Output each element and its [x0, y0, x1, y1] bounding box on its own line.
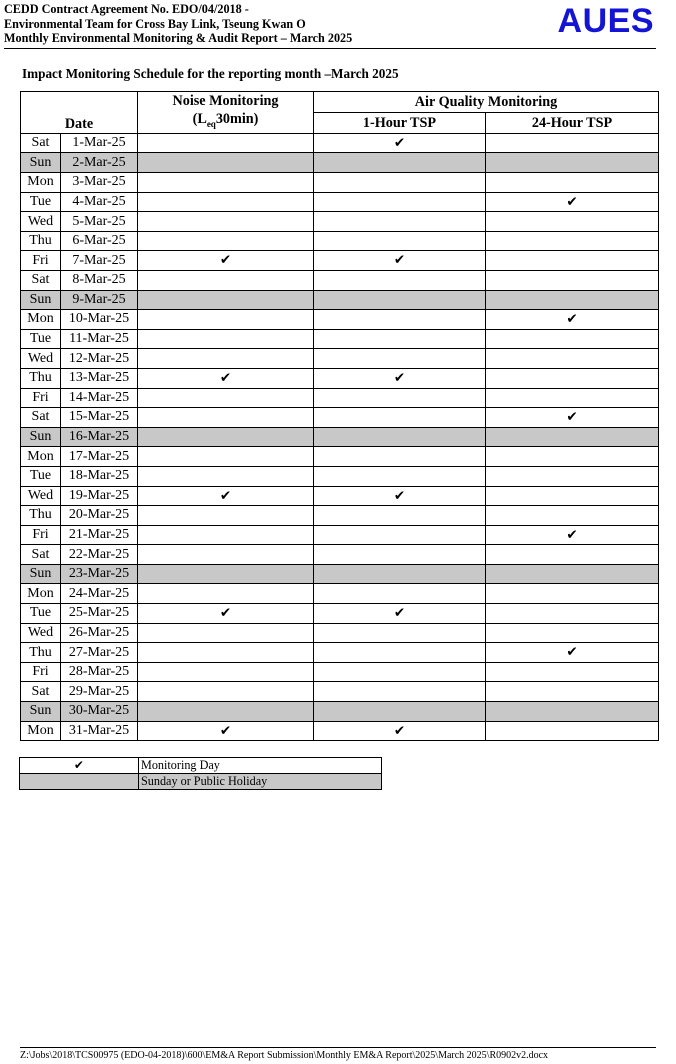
day-cell: Sun	[21, 702, 61, 722]
tsp1-cell	[314, 329, 486, 349]
tsp24-cell	[486, 584, 659, 604]
tsp1-cell	[314, 368, 486, 388]
noise-sub-prefix: (L	[192, 111, 207, 127]
check-icon: ✔	[566, 193, 578, 209]
tsp1-cell	[314, 584, 486, 604]
tsp1-cell	[314, 251, 486, 271]
date-cell: 6-Mar-25	[61, 231, 138, 251]
day-cell: Tue	[21, 466, 61, 486]
date-cell: 30-Mar-25	[61, 702, 138, 722]
day-cell: Sat	[21, 133, 61, 153]
date-cell: 1-Mar-25	[61, 133, 138, 153]
header-text	[4, 2, 352, 46]
tsp24-cell	[486, 329, 659, 349]
noise-cell	[138, 310, 314, 330]
date-cell: 24-Mar-25	[61, 584, 138, 604]
schedule-row	[21, 388, 659, 408]
day-cell: Fri	[21, 251, 61, 271]
noise-cell	[138, 192, 314, 212]
day-cell: Fri	[21, 662, 61, 682]
date-cell: 12-Mar-25	[61, 349, 138, 369]
day-cell: Wed	[21, 349, 61, 369]
tsp24-cell	[486, 506, 659, 526]
tsp24-cell	[486, 682, 659, 702]
tsp24-cell	[486, 604, 659, 624]
noise-cell	[138, 486, 314, 506]
noise-cell	[138, 153, 314, 173]
header-line-contract: CEDD Contract Agreement No. EDO/04/2018 -	[4, 2, 249, 16]
date-header-label: Date	[64, 115, 94, 132]
schedule-row	[21, 251, 659, 271]
tsp1-cell	[314, 682, 486, 702]
schedule-row	[21, 290, 659, 310]
check-icon: ✔	[393, 722, 406, 738]
schedule-row	[21, 133, 659, 153]
day-cell: Sat	[21, 682, 61, 702]
date-cell: 27-Mar-25	[61, 643, 138, 663]
date-cell: 9-Mar-25	[61, 290, 138, 310]
check-icon: ✔	[393, 605, 406, 621]
day-cell: Wed	[21, 623, 61, 643]
date-cell: 25-Mar-25	[61, 604, 138, 624]
date-cell: 2-Mar-25	[61, 153, 138, 173]
noise-cell	[138, 329, 314, 349]
noise-header-sub	[138, 110, 313, 133]
check-icon: ✔	[219, 605, 232, 621]
day-cell: Tue	[21, 329, 61, 349]
tsp1-cell	[314, 506, 486, 526]
tsp24-cell	[486, 662, 659, 682]
tsp1-cell	[314, 643, 486, 663]
date-cell: 5-Mar-25	[61, 212, 138, 232]
tsp1-cell	[314, 290, 486, 310]
date-cell: 11-Mar-25	[61, 329, 138, 349]
tsp24-cell	[486, 427, 659, 447]
tsp1-cell	[314, 466, 486, 486]
tsp24-cell	[486, 408, 659, 428]
schedule-row	[21, 173, 659, 193]
schedule-row	[21, 231, 659, 251]
schedule-row	[21, 604, 659, 624]
tsp24-cell	[486, 643, 659, 663]
tsp1-cell	[314, 545, 486, 565]
tsp24-cell	[486, 368, 659, 388]
noise-cell	[138, 133, 314, 153]
check-icon: ✔	[393, 134, 406, 150]
date-cell: 8-Mar-25	[61, 270, 138, 290]
tsp1-cell	[314, 486, 486, 506]
day-cell: Thu	[21, 506, 61, 526]
tsp1-cell	[314, 153, 486, 173]
schedule-row	[21, 525, 659, 545]
date-cell: 13-Mar-25	[61, 368, 138, 388]
day-cell: Thu	[21, 643, 61, 663]
legend-monitoring-day: Monitoring Day	[139, 758, 382, 774]
noise-sub-suffix: 30min)	[215, 111, 259, 127]
tsp1-cell	[314, 525, 486, 545]
noise-cell	[138, 702, 314, 722]
day-cell: Mon	[21, 173, 61, 193]
day-cell: Fri	[21, 525, 61, 545]
noise-cell	[138, 525, 314, 545]
noise-cell	[138, 388, 314, 408]
tsp1-cell	[314, 212, 486, 232]
tsp24-cell	[486, 231, 659, 251]
schedule-row	[21, 466, 659, 486]
tsp24-cell	[486, 173, 659, 193]
noise-cell	[138, 427, 314, 447]
date-cell: 28-Mar-25	[61, 662, 138, 682]
tsp-24hour-header: 24-Hour TSP	[486, 112, 659, 133]
tsp1-cell	[314, 133, 486, 153]
tsp24-cell	[486, 133, 659, 153]
date-cell: 15-Mar-25	[61, 408, 138, 428]
schedule-row	[21, 349, 659, 369]
day-cell: Sun	[21, 427, 61, 447]
tsp24-cell	[486, 702, 659, 722]
date-cell: 18-Mar-25	[61, 466, 138, 486]
schedule-row	[21, 721, 659, 741]
schedule-row	[21, 368, 659, 388]
tsp1-cell	[314, 721, 486, 741]
noise-cell	[138, 623, 314, 643]
tsp1-cell	[314, 408, 486, 428]
date-cell: 29-Mar-25	[61, 682, 138, 702]
tsp1-cell	[314, 604, 486, 624]
tsp1-cell	[314, 310, 486, 330]
schedule-row	[21, 545, 659, 565]
noise-cell	[138, 408, 314, 428]
noise-cell	[138, 212, 314, 232]
noise-cell	[138, 643, 314, 663]
day-cell: Thu	[21, 231, 61, 251]
tsp24-cell	[486, 290, 659, 310]
noise-cell	[138, 506, 314, 526]
tsp24-cell	[486, 623, 659, 643]
day-cell: Thu	[21, 368, 61, 388]
footer-path: Z:\Jobs\2018\TCS00975 (EDO-04-2018)\600\EM&A Report Submission\Monthly EM&A Report\2025\March 2025\R0902v2.docx	[20, 1047, 656, 1062]
tsp1-cell	[314, 349, 486, 369]
tsp24-cell	[486, 564, 659, 584]
check-icon: ✔	[393, 487, 406, 503]
noise-cell	[138, 721, 314, 741]
schedule-row	[21, 329, 659, 349]
tsp-1hour-header: 1-Hour TSP	[314, 112, 486, 133]
schedule-row	[21, 427, 659, 447]
day-cell: Sun	[21, 290, 61, 310]
schedule-row	[21, 192, 659, 212]
day-cell: Sat	[21, 545, 61, 565]
check-icon: ✔	[219, 252, 232, 268]
day-cell: Wed	[21, 212, 61, 232]
schedule-row	[21, 584, 659, 604]
noise-cell	[138, 564, 314, 584]
tsp24-cell	[486, 721, 659, 741]
day-cell: Wed	[21, 486, 61, 506]
noise-cell	[138, 251, 314, 271]
schedule-row	[21, 506, 659, 526]
date-cell: 23-Mar-25	[61, 564, 138, 584]
tsp1-cell	[314, 231, 486, 251]
day-cell: Mon	[21, 447, 61, 467]
legend-table	[19, 757, 382, 790]
schedule-title: Impact Monitoring Schedule for the reporting month –March 2025	[22, 66, 399, 81]
schedule-row	[21, 310, 659, 330]
schedule-body	[21, 133, 659, 740]
header-line-report: Monthly Environmental Monitoring & Audit Report – March 2025	[4, 31, 353, 45]
tsp24-cell	[486, 466, 659, 486]
tsp1-cell	[314, 427, 486, 447]
header-line-team: Environmental Team for Cross Bay Link, Tseung Kwan O	[4, 16, 306, 31]
schedule-row	[21, 623, 659, 643]
tsp24-cell	[486, 349, 659, 369]
tsp1-cell	[314, 662, 486, 682]
schedule-row	[21, 486, 659, 506]
tsp1-cell	[314, 447, 486, 467]
tsp24-cell	[486, 212, 659, 232]
noise-cell	[138, 368, 314, 388]
noise-cell	[138, 173, 314, 193]
tsp1-cell	[314, 270, 486, 290]
tsp1-cell	[314, 388, 486, 408]
date-cell: 14-Mar-25	[61, 388, 138, 408]
day-cell: Tue	[21, 192, 61, 212]
date-cell: 22-Mar-25	[61, 545, 138, 565]
noise-cell	[138, 682, 314, 702]
schedule-row	[21, 643, 659, 663]
noise-cell	[138, 349, 314, 369]
day-cell: Sat	[21, 270, 61, 290]
noise-cell	[138, 270, 314, 290]
legend-sunday-holiday: Sunday or Public Holiday	[139, 773, 382, 789]
tsp1-cell	[314, 173, 486, 193]
noise-cell	[138, 584, 314, 604]
tsp1-cell	[314, 623, 486, 643]
day-cell: Sat	[21, 408, 61, 428]
noise-cell	[138, 545, 314, 565]
check-icon: ✔	[219, 369, 232, 385]
schedule-row	[21, 212, 659, 232]
schedule-row	[21, 702, 659, 722]
date-cell: 17-Mar-25	[61, 447, 138, 467]
monitoring-schedule-table	[20, 91, 659, 741]
noise-cell	[138, 231, 314, 251]
check-icon: ✔	[566, 409, 578, 425]
day-cell: Sun	[21, 153, 61, 173]
date-cell: 4-Mar-25	[61, 192, 138, 212]
noise-cell	[138, 662, 314, 682]
check-icon: ✔	[219, 487, 232, 503]
date-cell: 19-Mar-25	[61, 486, 138, 506]
day-cell: Mon	[21, 721, 61, 741]
date-cell: 3-Mar-25	[61, 173, 138, 193]
schedule-row	[21, 153, 659, 173]
day-cell: Mon	[21, 310, 61, 330]
legend-shade-swatch	[20, 773, 139, 789]
date-cell: 7-Mar-25	[61, 251, 138, 271]
tsp1-cell	[314, 192, 486, 212]
tsp1-cell	[314, 564, 486, 584]
date-cell: 16-Mar-25	[61, 427, 138, 447]
legend-check-icon: ✔	[20, 758, 139, 774]
noise-cell	[138, 447, 314, 467]
schedule-row	[21, 682, 659, 702]
day-cell: Fri	[21, 388, 61, 408]
day-cell: Sun	[21, 564, 61, 584]
check-icon: ✔	[566, 526, 578, 542]
tsp24-cell	[486, 153, 659, 173]
aues-logo: AUES	[557, 2, 654, 40]
tsp24-cell	[486, 251, 659, 271]
tsp24-cell	[486, 310, 659, 330]
check-icon: ✔	[219, 722, 232, 738]
noise-cell	[138, 466, 314, 486]
date-cell: 21-Mar-25	[61, 525, 138, 545]
tsp1-cell	[314, 702, 486, 722]
noise-header-label: Noise Monitoring	[172, 93, 279, 109]
date-cell: 26-Mar-25	[61, 623, 138, 643]
check-icon: ✔	[393, 369, 406, 385]
schedule-row	[21, 408, 659, 428]
tsp24-cell	[486, 486, 659, 506]
tsp24-cell	[486, 447, 659, 467]
tsp24-cell	[486, 388, 659, 408]
tsp24-cell	[486, 192, 659, 212]
day-cell: Tue	[21, 604, 61, 624]
check-icon: ✔	[566, 311, 578, 327]
noise-cell	[138, 604, 314, 624]
tsp24-cell	[486, 270, 659, 290]
date-cell: 31-Mar-25	[61, 721, 138, 741]
check-icon: ✔	[393, 252, 406, 268]
report-header	[4, 2, 656, 49]
noise-sub-subscript: eq	[206, 118, 216, 129]
date-cell: 10-Mar-25	[61, 310, 138, 330]
schedule-row	[21, 662, 659, 682]
air-quality-header: Air Quality Monitoring	[314, 92, 659, 113]
day-cell: Mon	[21, 584, 61, 604]
noise-cell	[138, 290, 314, 310]
tsp24-cell	[486, 545, 659, 565]
date-header	[21, 92, 138, 134]
date-cell: 20-Mar-25	[61, 506, 138, 526]
schedule-row	[21, 270, 659, 290]
check-icon: ✔	[566, 644, 578, 660]
noise-header	[138, 92, 314, 134]
schedule-row	[21, 564, 659, 584]
tsp24-cell	[486, 525, 659, 545]
schedule-row	[21, 447, 659, 467]
